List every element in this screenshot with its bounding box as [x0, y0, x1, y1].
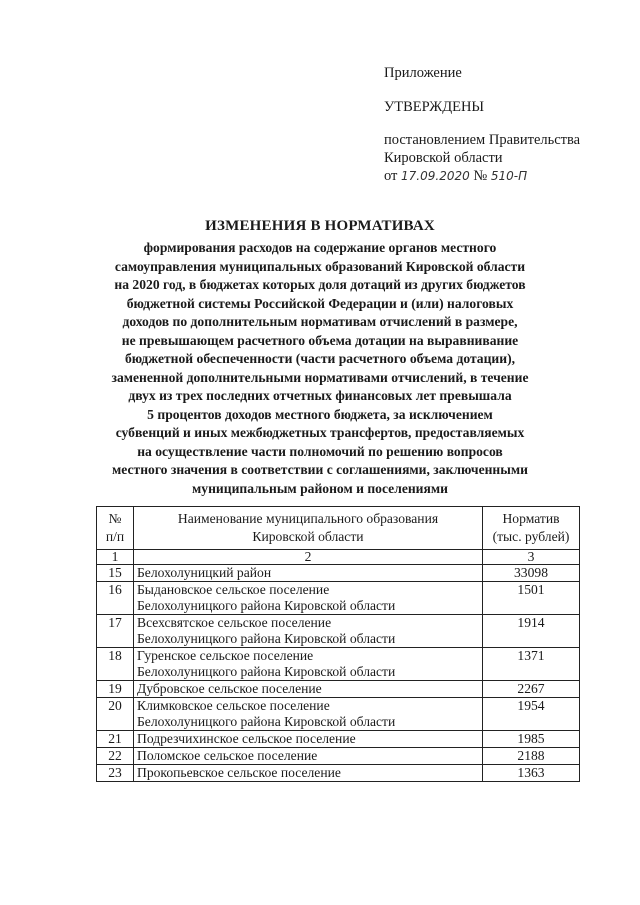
- row-name-line: Всехсвятское сельское поселение: [137, 615, 332, 630]
- row-number: 19: [97, 681, 134, 698]
- subtitle-line: муниципальным районом и поселениями: [192, 480, 448, 496]
- index-cell: 1: [97, 550, 134, 565]
- decree-line-2: Кировской области: [384, 150, 503, 166]
- decree-number: 510-П: [490, 169, 528, 183]
- row-name-line: Белохолуницкого района Кировской области: [137, 631, 396, 646]
- header-num: № п/п: [97, 507, 134, 550]
- decree-line-1: постановлением Правительства: [384, 132, 581, 148]
- row-name-line: Гуренское сельское поселение: [137, 648, 314, 663]
- row-name-line: Быдановское сельское поселение: [137, 582, 330, 597]
- row-name: [134, 748, 483, 765]
- subtitle-line: двух из трех последних отчетных финансовых лет превышала: [128, 388, 512, 403]
- row-name: [134, 565, 483, 582]
- row-name-line: Поломское сельское поселение: [137, 748, 318, 763]
- row-value: 1954: [483, 698, 580, 731]
- subtitle-line: местного значения в соответствии с соглашениями, заключенными: [112, 462, 528, 477]
- row-name-line: Дубровское сельское поселение: [137, 681, 322, 696]
- subtitle-line: на 2020 год, в бюджетах которых доля дотаций из других бюджетов: [114, 277, 526, 292]
- row-value: 2188: [483, 748, 580, 765]
- row-name-line: Климковское сельское поселение: [137, 698, 330, 713]
- table-row: [97, 765, 580, 782]
- from-label: от: [384, 168, 398, 184]
- decree-date: 17.09.2020: [401, 169, 470, 183]
- index-cell: 2: [134, 550, 483, 565]
- document-subtitle: [60, 239, 580, 498]
- row-value: 1985: [483, 731, 580, 748]
- row-name-line: Подрезчихинское сельское поселение: [137, 731, 356, 746]
- number-label: №: [473, 168, 488, 184]
- subtitle-line: доходов по дополнительным нормативам отчислений в размере,: [122, 314, 518, 329]
- subtitle-line: самоуправления муниципальных образований Кировской области: [114, 258, 526, 274]
- decree-date-line: [384, 167, 580, 185]
- subtitle-line: бюджетной обеспеченности (части расчетного объема дотации),: [124, 351, 516, 366]
- row-name: [134, 582, 483, 615]
- normatives-table: [96, 506, 580, 782]
- table-row: [97, 648, 580, 681]
- row-name: [134, 615, 483, 648]
- row-name-line: Белохолуницкого района Кировской области: [137, 714, 396, 729]
- row-name-line: Белохолуницкого района Кировской области: [137, 664, 396, 679]
- appendix-label: Приложение: [384, 65, 462, 81]
- row-number: 22: [97, 748, 134, 765]
- header-value: Норматив (тыс. рублей): [483, 507, 580, 550]
- row-number: 21: [97, 731, 134, 748]
- row-name: [134, 648, 483, 681]
- row-number: 15: [97, 565, 134, 582]
- table-row: [97, 681, 580, 698]
- row-name: [134, 731, 483, 748]
- approval-block: [384, 64, 580, 185]
- subtitle-line: замененной дополнительными нормативами отчислений, в течение: [111, 369, 529, 385]
- subtitle-line: не превышающем расчетного объема дотации на выравнивание: [121, 332, 519, 348]
- table-row: [97, 698, 580, 731]
- table-row: [97, 565, 580, 582]
- subtitle-line: формирования расходов на содержание органов местного: [143, 240, 497, 255]
- row-name-line: Прокопьевское сельское поселение: [137, 765, 341, 780]
- row-name: [134, 765, 483, 782]
- table-header-row: [97, 507, 580, 550]
- row-number: 23: [97, 765, 134, 782]
- subtitle-line: бюджетной системы Российской Федерации и (или) налоговых: [126, 295, 514, 311]
- row-value: 1914: [483, 615, 580, 648]
- row-number: 18: [97, 648, 134, 681]
- row-value: 1363: [483, 765, 580, 782]
- document-title: ИЗМЕНЕНИЯ В НОРМАТИВАХ: [205, 218, 435, 234]
- row-name-line: Белохолуницкий район: [137, 565, 272, 580]
- row-value: 1501: [483, 582, 580, 615]
- subtitle-line: субвенций и иных межбюджетных трансфертов, предоставляемых: [115, 425, 525, 440]
- row-number: 16: [97, 582, 134, 615]
- row-name: [134, 681, 483, 698]
- table-index-row: [97, 550, 580, 565]
- subtitle-line: 5 процентов доходов местного бюджета, за исключением: [147, 406, 493, 422]
- index-cell: 3: [483, 550, 580, 565]
- row-number: 17: [97, 615, 134, 648]
- table-row: [97, 615, 580, 648]
- row-number: 20: [97, 698, 134, 731]
- row-value: 33098: [483, 565, 580, 582]
- table-row: [97, 748, 580, 765]
- approved-label: УТВЕРЖДЕНЫ: [384, 99, 485, 115]
- table-row: [97, 582, 580, 615]
- table-row: [97, 731, 580, 748]
- row-name-line: Белохолуницкого района Кировской области: [137, 598, 396, 613]
- row-value: 2267: [483, 681, 580, 698]
- row-name: [134, 698, 483, 731]
- subtitle-line: на осуществление части полномочий по решению вопросов: [137, 443, 503, 459]
- row-value: 1371: [483, 648, 580, 681]
- header-name: Наименование муниципального образования Кировской области: [134, 507, 483, 550]
